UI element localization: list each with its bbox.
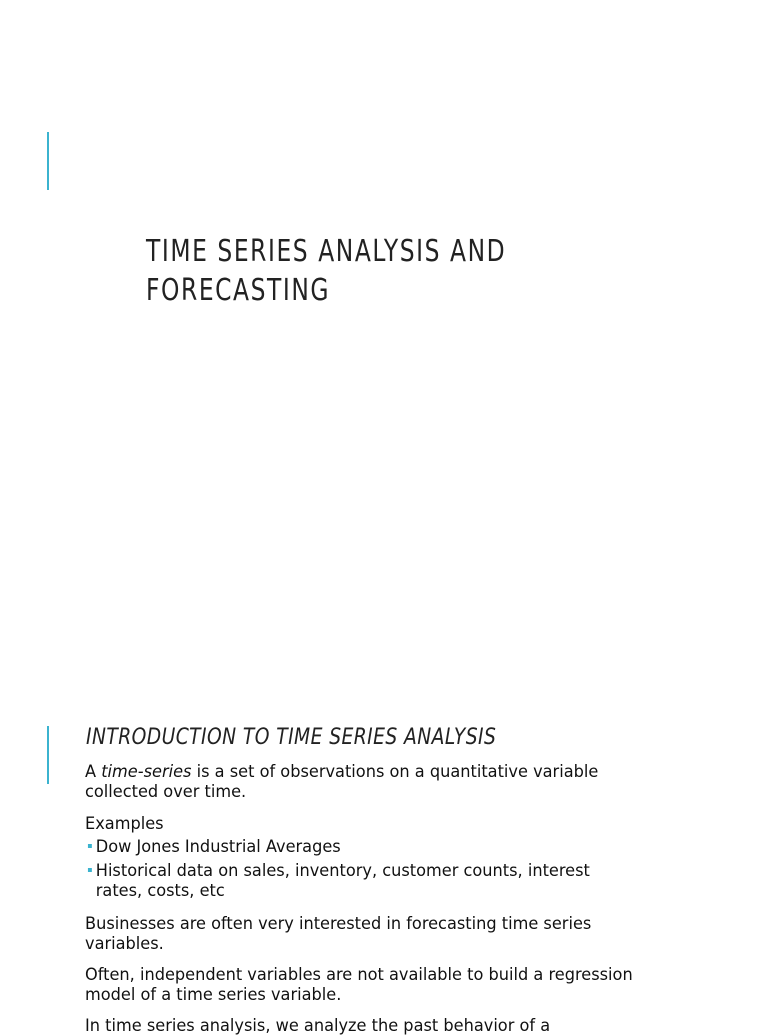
slide-heading: INTRODUCTION TO TIME SERIES ANALYSIS: [86, 725, 497, 750]
examples-label: Examples: [85, 814, 164, 833]
definition-term: time-series: [101, 762, 192, 781]
regression-paragraph: Often, independent variables are not available to build a regression model of a time series variable.: [85, 965, 633, 1004]
examples-list: [85, 837, 634, 905]
analysis-paragraph: In time series analysis, we analyze the past behavior of a: [85, 1016, 551, 1035]
list-item: [85, 837, 634, 857]
bullet-icon: [88, 844, 92, 848]
bullet-icon: [88, 868, 92, 872]
definition-prefix: A: [85, 762, 102, 781]
accent-bar: [47, 726, 49, 784]
slide-title: [146, 232, 583, 310]
definition-paragraph: [85, 762, 634, 802]
accent-bar: [47, 132, 49, 190]
intro-slide: [0, 700, 768, 1035]
list-item-text: Dow Jones Industrial Averages: [95, 837, 341, 856]
definition-rest: is a set of observations on a quantitative variable collected over time.: [85, 762, 599, 801]
list-item-text: Historical data on sales, inventory, customer counts, interest rates, costs, etc: [95, 861, 590, 900]
title-line-1: TIME SERIES ANALYSIS AND: [146, 234, 507, 269]
list-item: [85, 861, 634, 901]
title-line-2: FORECASTING: [146, 273, 331, 308]
business-paragraph: Businesses are often very interested in forecasting time series variables.: [85, 914, 592, 953]
